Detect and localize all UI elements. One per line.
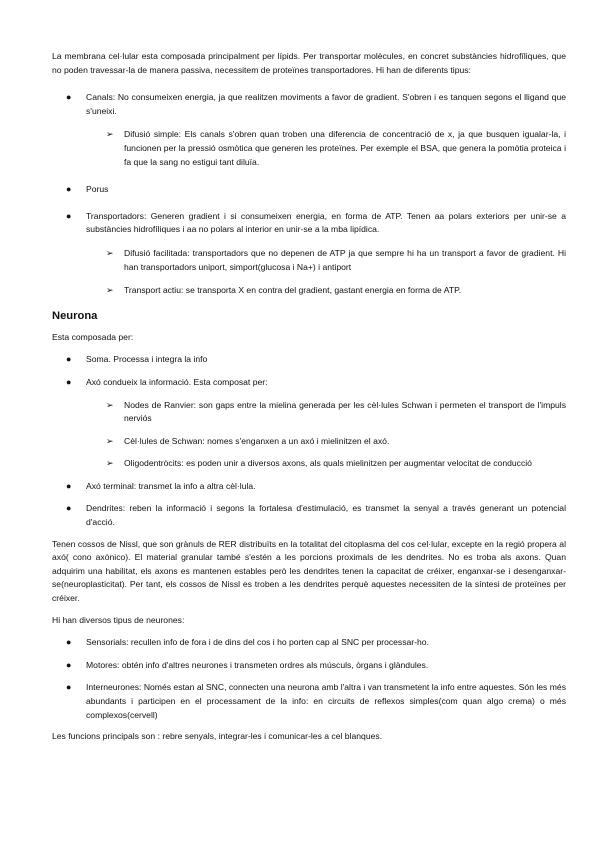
- list-item-porus: ● Porus: [52, 183, 566, 197]
- sub-item-nodes-ranvier: ➢ Nodes de Ranvier: son gaps entre la mielina generada per les cèl·lules Schwan i permeten el transport de l'impuls nerviós: [106, 399, 566, 424]
- bullet-icon: ●: [66, 210, 72, 221]
- bullet-icon: ●: [66, 480, 72, 491]
- bullet-icon: ●: [66, 503, 72, 514]
- bullet-icon: ●: [66, 637, 72, 648]
- intro-paragraph: La membrana cel·lular esta composada principalment per lípids. Per transportar molècules, en concret substàncies hidrofíliques, que no poden travessar-la de manera passiva, necessitem de proteïnes transportadores. Hi han de diferents tipus:: [52, 51, 566, 75]
- list-item-axo: ● Axó condueix la informació. Esta composat per:: [52, 376, 566, 390]
- arrow-bullet-icon: ➢: [106, 247, 114, 258]
- sub-item-difusio-facilitada: ➢ Difusió facilitada: transportadors que no depenen de ATP ja que sempre hi ha un transport a favor de gradient. Hi han transportadors uniport, simport(glucosa i Na+) i antiport: [106, 247, 566, 272]
- nissl-paragraph: Tenen cossos de Nissl, que son grànuls de RER distribuïts en la totalitat del citoplasma del cos cel·lular, excepte en la regió propera al axó( cono axònico). El material granular també s'estén a les porcions proximals de les dendrites. No es troba als axons. Quan adquirim una habilitat, els axons es mantenen estables però les dendrites tenen la capacitat de créixer, enganxar-se i desenganxar-se(neuroplasticitat). Per tant, els cossos de Nissl es troben a les dendrites perquè aquestes necessiten de la síntesi de proteïnes per créixer.: [52, 538, 566, 604]
- list-item-transportadors: ● Transportadors: Generen gradient i si consumeixen energia, en forma de ATP. Tenen aa polars exteriors per unir-se a substàncies hidrofíliques i aa no polars al interior en unir-se a la mba lipídica.: [66, 210, 566, 235]
- list-item-canals: ● Canals: No consumeixen energia, ja que realitzen moviments a favor de gradient. S'obren i es tanquen segons el lligand que s'uneixi.: [66, 92, 566, 116]
- sub-item-difusio-simple: ➢ Difusió simple: Els canals s'obren quan troben una diferencia de concentració de x, ja que busquen igualar-la, i funcionen per la pressió osmòtica que generen les proteïnes. Per exemple el BSA, que genera la pomòtia proteica i fa que la sang no estigui tant diluïa.: [106, 129, 566, 167]
- sub-item-transport-actiu: ➢ Transport actiu: se transporta X en contra del gradient, gastant energia en forma de ATP.: [52, 284, 566, 298]
- sub-item-oligodentrocits: ➢ Oligodentròcits: es poden unir a diversos axons, als quals mielinitzen per augmentar velocitat de conducció: [52, 457, 566, 471]
- list-item-interneurones: ● Interneurones: Només estan al SNC, connecten una neurona amb l'altra i van transmetent la info entre aquestes. Són les més abundants i participen en el processament de la info: en circuits de reflexos simples(com quan algo crema) o més complexos(cervell): [66, 682, 566, 720]
- list-item-dendrites: ● Dendrites: reben la informació i segons la fortalesa d'estimulació, es transmet la senyal a través generant un potencial d'acció.: [66, 503, 566, 528]
- bullet-icon: ●: [66, 376, 72, 387]
- arrow-bullet-icon: ➢: [106, 285, 114, 296]
- bullet-icon: ●: [66, 682, 72, 693]
- document-page: [52, 50, 566, 744]
- section-heading: Neurona: [52, 309, 98, 322]
- arrow-bullet-icon: ➢: [106, 435, 114, 446]
- list-item-soma: ● Soma. Processa i integra la info: [52, 353, 566, 367]
- list-item-motores: ● Motores: obtén info d'altres neurones i transmeten ordres als músculs, òrgans i glàndules.: [52, 659, 566, 673]
- arrow-bullet-icon: ➢: [106, 458, 114, 469]
- bullet-icon: ●: [66, 92, 72, 103]
- bullet-icon: ●: [66, 659, 72, 670]
- arrow-bullet-icon: ➢: [106, 129, 114, 140]
- list-item-axo-terminal: ● Axó terminal: transmet la info a altra cèl·lula.: [52, 480, 566, 494]
- neurona-intro: Esta composada per:: [52, 331, 134, 342]
- arrow-bullet-icon: ➢: [106, 399, 114, 410]
- types-intro: Hi han diversos tipus de neurones:: [52, 614, 185, 625]
- list-item-sensorials: ● Sensorials: recullen info de fora i de dins del cos i ho porten cap al SNC per processar-ho.: [52, 636, 566, 650]
- bullet-icon: ●: [66, 354, 72, 365]
- sub-item-schwan: ➢ Cèl·lules de Schwan: nomes s'enganxen a un axó i mielinitzen el axó.: [52, 435, 566, 449]
- closing-paragraph: Les funcions principals son : rebre senyals, integrar-les i comunicar-les a cel blanques.: [52, 731, 383, 742]
- bullet-icon: ●: [66, 184, 72, 195]
